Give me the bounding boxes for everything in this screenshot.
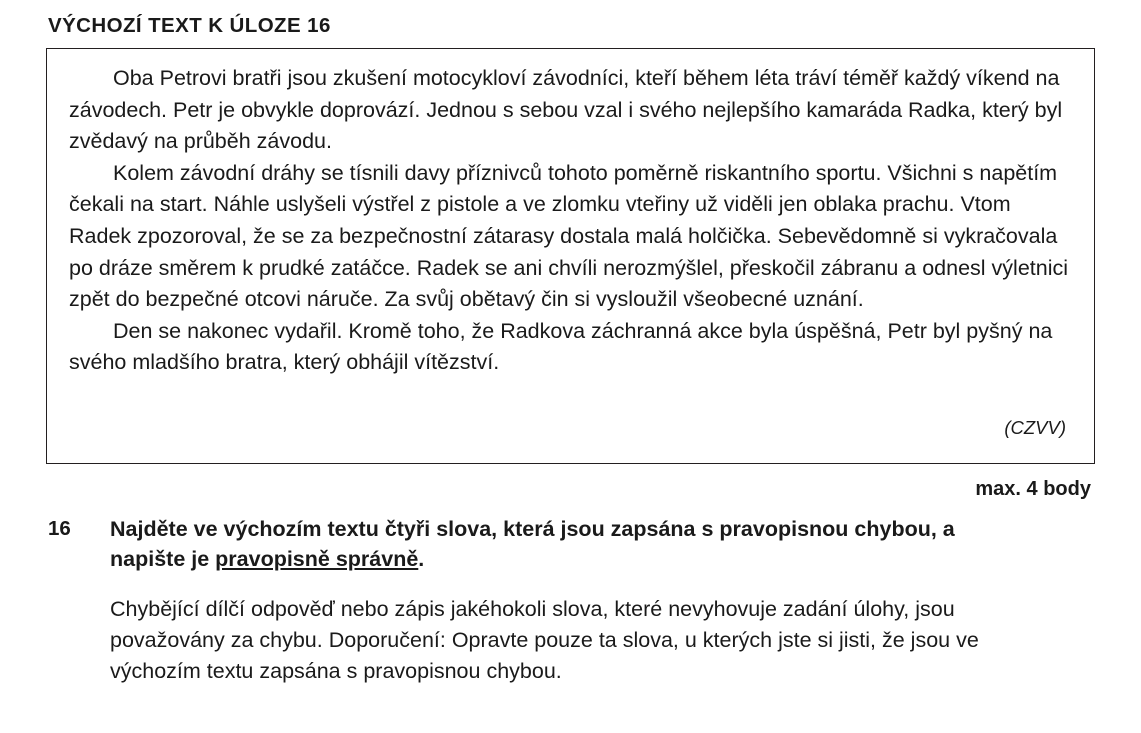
passage-paragraph-1: Oba Petrovi bratři jsou zkušení motocykloví závodníci, kteří během léta tráví téměř každý víkend na závodech. Petr je obvykle doprovází. Jednou s sebou vzal i svého nejlepšího kamaráda Radka, který byl zvědavý na průběh závodu. [69,66,1063,154]
task-prompt-emphasis: pravopisně správně [215,546,419,571]
task-scoring-note: Chybějící dílčí odpověď nebo zápis jakéhokoli slova, které nevyhovuje zadání úlohy, jsou považovány za chybu. Doporučení: Opravte pouze ta slova, u kterých jste si jisti, že jsou ve výchozím textu zapsána s pravopisnou chybou. [110,597,979,684]
task-block [46,515,1095,687]
task-prompt-text-start: Najděte ve výchozím textu čtyři slova, která jsou zapsána s pravopisnou chybou, a napište je [110,517,955,571]
passage-paragraph-2: Kolem závodní dráhy se tísnili davy příznivců tohoto poměrně riskantního sportu. Všichni s napětím čekali na start. Náhle uslyšeli výstřel z pistole a ve zlomku vteřiny už viděli jen oblaka prachu. Vtom Radek zpozoroval, že se za bezpečnostní zátarasy dostala malá holčička. Sebevědomně si vykračovala po dráze směrem k prudké zatáčce. Radek se ani chvíli nerozmýšlel, přeskočil zábranu a odnesl výletnici zpět do bezpečné otcovi náruče. Za svůj obětavý čin si vysloužil všeobecné uznání. [69,160,1069,312]
task-number: 16 [48,517,71,540]
passage-paragraph-3: Den se nakonec vydařil. Kromě toho, že Radkova záchranná akce byla úspěšná, Petr byl pyšný na svého mladšího bratra, který obhájil vítězství. [69,318,1053,375]
task-prompt-text-end: . [418,546,425,571]
task-prompt [110,515,955,574]
passage-attribution: (CZVV) [1004,416,1066,438]
task-content [110,515,1095,687]
source-text-heading: VÝCHOZÍ TEXT K ÚLOZE 16 [48,14,331,37]
max-points-label: max. 4 body [975,478,1091,500]
source-text-box [46,48,1095,464]
